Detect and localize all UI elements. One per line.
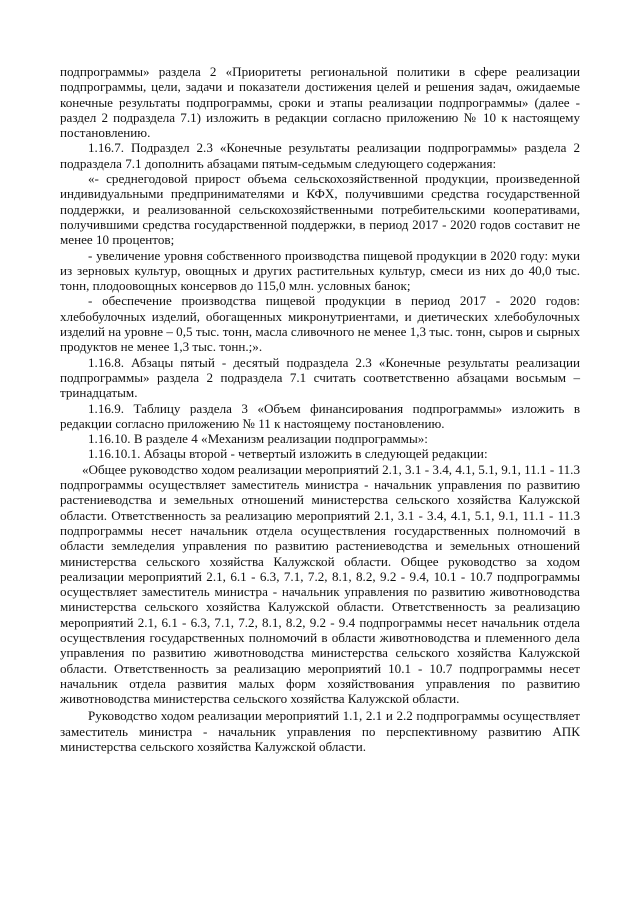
paragraph-1-16-7: 1.16.7. Подраздел 2.3 «Конечные результаты реализации подпрограммы» раздела 2 подраздела 7.1 дополнить абзацами пятым-седьмым следующего содержания: bbox=[60, 140, 580, 171]
paragraph-quote-growth: «- среднегодовой прирост объема сельскохозяйственной продукции, произведенной индивидуальными предпринимателями и КФХ, получившими средства государственной поддержки, и реализованной сельскохозяйственными потребительскими кооперативами, получившими средства государственной поддержки, в период 2017 - 2020 годов составит не менее 10 процентов; bbox=[60, 171, 580, 248]
paragraph-1-16-10-1: 1.16.10.1. Абзацы второй - четвертый изложить в следующей редакции: bbox=[88, 446, 488, 462]
paragraph-quote-food: - обеспечение производства пищевой продукции в период 2017 - 2020 годов: хлебобулочных изделий, обогащенных микронутриентами, и диетических хлебобулочных изделий на уровне – 0,5 тыс. тонн, масла сливочного не менее 1,3 тыс. тонн, сыров и сырных продуктов не менее 1,3 тыс. тонн.;». bbox=[60, 293, 580, 355]
paragraph-1-16-9: 1.16.9. Таблицу раздела 3 «Объем финансирования подпрограммы» изложить в редакции согласно приложению № 11 к настоящему постановлению. bbox=[60, 400, 580, 431]
paragraph-1-16-8: 1.16.8. Абзацы пятый - десятый подраздела 2.3 «Конечные результаты реализации подпрограммы» раздела 2 подраздела 7.1 считать соответственно абзацами восьмым – тринадцатым. bbox=[60, 354, 580, 401]
paragraph-1-16-10: 1.16.10. В разделе 4 «Механизм реализации подпрограммы»: bbox=[88, 431, 428, 447]
paragraph-section-2-title: подпрограммы» раздела 2 «Приоритеты региональной политики в сфере реализации подпрограммы, цели, задачи и показатели достижения целей и решения задач, ожидаемые конечные результаты подпрограммы, сроки и этапы реализации подпрограммы» (далее - раздел 2 подраздела 7.1) изложить в редакции согласно приложению № 10 к настоящему постановлению. bbox=[60, 64, 580, 141]
paragraph-quote-production: - увеличение уровня собственного производства пищевой продукции в 2020 году: муки из зерновых культур, овощных и других растительных культур, смеси из них до 40,0 тыс. тонн, плодоовощных консервов до 115,0 млн. условных банок; bbox=[60, 247, 580, 294]
paragraph-general-management: «Общее руководство ходом реализации мероприятий 2.1, 3.1 - 3.4, 4.1, 5.1, 9.1, 11.1 - 11.3 подпрограммы осуществляет заместитель министра - начальник управления по развитию растениеводства и земельных отношений министерства сельского хозяйства Калужской области. Ответственность за реализацию мероприятий 2.1, 3.1 - 3.4, 4.1, 5.1, 9.1, 11.1 - 11.3 подпрограммы несет начальник отдела осуществления государственных полномочий в области земледелия управления по развитию растениеводства и земельных отношений министерства сельского хозяйства Калужской области. Общее руководство за ходом реализации мероприятий 2.1, 6.1 - 6.3, 7.1, 7.2, 8.1, 8.2, 9.2 - 9.4, 10.1 - 10.7 подпрограммы осуществляет заместитель министра - начальник управления по развитию животноводства министерства сельского хозяйства Калужской области. Ответственность за реализацию мероприятий 2.1, 6.1 - 6.3, 7.1, 7.2, 8.1, 8.2, 9.2 - 9.4 подпрограммы несет начальник отдела осуществления государственных полномочий в области животноводства и племенного дела управления по развитию животноводства министерства сельского хозяйства Калужской области. Ответственность за реализацию мероприятий 10.1 - 10.7 подпрограммы несет начальник отдела развития малых форм хозяйствования управления по развитию животноводства министерства сельского хозяйства Калужской области. bbox=[60, 461, 580, 707]
paragraph-apk-management: Руководство ходом реализации мероприятий 1.1, 2.1 и 2.2 подпрограммы осуществляет заместитель министра - начальник управления по перспективному развитию АПК министерства сельского хозяйства Калужской области. bbox=[60, 708, 580, 755]
